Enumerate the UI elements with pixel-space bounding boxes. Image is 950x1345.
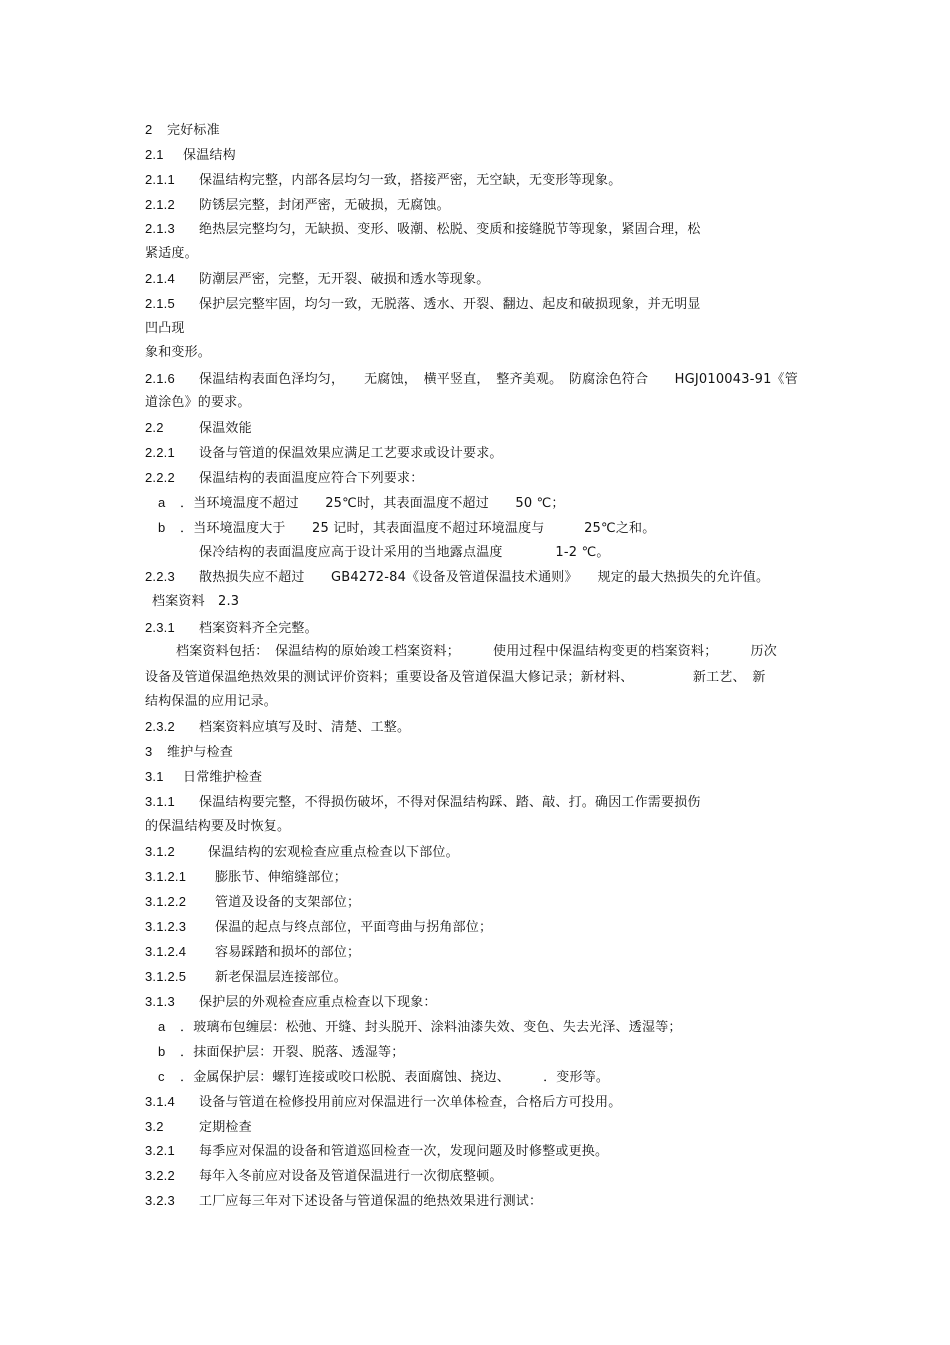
list-marker: c [158,1069,165,1084]
clause-line [145,918,492,937]
subsection-heading [145,146,236,165]
clause-line [145,370,798,389]
clause-text: 凹凸现 [145,321,185,336]
clause-number: 3.1.1 [145,794,175,809]
clause-text: 档案资料应填写及时、清楚、工整。 [199,720,411,735]
section-text: 定期检查 [199,1120,252,1135]
list-text: ．当环境温度大于 25 记时，其表面温度不超过环境温度与 25℃之和。 [180,521,656,536]
section-text: 维护与检查 [167,745,234,760]
clause-text: 保护层的外观检查应重点检查以下现象： [199,995,437,1010]
list-text: ．金属保护层：螺钉连接或咬口松脱、表面腐蚀、挠边、 ．变形等。 [180,1070,610,1085]
clause-text: 散热损失应不超过 GB4272-84《设备及管道保温技术通则》 规定的最大热损失的允许值。 [199,570,770,585]
clause-line [145,196,450,215]
continuation-line [145,693,277,711]
clause-number: 2.1.2 [145,197,175,212]
section-number: 2 [145,122,153,137]
clause-line [145,295,701,314]
list-marker: a [158,1019,166,1034]
clause-number: 2.3.1 [145,620,175,635]
section-heading [145,743,233,762]
clause-text: 保温结构的宏观检查应重点检查以下部位。 [208,845,459,860]
clause-number: 3.1.2.3 [145,919,187,934]
clause-number: 3.1.2.1 [145,869,187,884]
subsection-heading [152,593,239,611]
continuation-line [145,320,185,338]
clause-number: 2.2.1 [145,445,175,460]
list-item [158,1043,404,1062]
clause-number: 3.1.4 [145,1094,175,1109]
clause-line [145,1167,503,1186]
clause-number: 2.1.6 [145,371,175,386]
clause-number: 2.1.1 [145,172,175,187]
clause-text: 设备与管道在检修投用前应对保温进行一次单体检查，合格后方可投用。 [199,1095,622,1110]
indented-line [176,643,777,661]
list-text: ．抹面保护层：开裂、脱落、透湿等； [180,1045,405,1060]
clause-number: 2.1.5 [145,296,175,311]
clause-line [145,1093,621,1112]
list-item [158,519,655,538]
clause-text: 保护层完整牢固，均匀一致，无脱落、透水、开裂、翻边、起皮和破损现象，并无明显 [199,297,701,312]
section-text: 档案资料 2.3 [152,594,240,609]
list-item [158,494,565,513]
clause-text: 保温结构的表面温度应符合下列要求： [199,471,424,486]
clause-text: 管道及设备的支架部位； [215,895,361,910]
list-item [158,1018,682,1037]
clause-line [145,171,621,190]
clause-number: 2.1.4 [145,271,175,286]
list-marker: b [158,520,166,535]
clause-number: 2.2.2 [145,470,175,485]
subsection-heading [145,768,262,787]
clause-text: 设备及管道保温绝热效果的测试评价资料；重要设备及管道保温大修记录；新材料、 新工艺、 新 [145,670,766,685]
clause-number: 3.1.3 [145,994,175,1009]
subsection-heading [145,419,252,438]
clause-text: 每年入冬前应对设备及管道保温进行一次彻底整顿。 [199,1169,503,1184]
list-item [158,1068,609,1087]
continuation-line [145,344,211,362]
clause-text: 工厂应每三年对下述设备与管道保温的绝热效果进行测试： [199,1194,543,1209]
continuation-line [145,245,198,263]
clause-text: 容易踩踏和损坏的部位； [215,945,361,960]
list-marker: b [158,1044,166,1059]
subsection-heading [145,1118,252,1137]
section-number: 2.1 [145,147,164,162]
indented-line [199,544,610,562]
section-number: 2.2 [145,420,164,435]
clause-line [145,718,410,737]
clause-number: 3.2.3 [145,1193,175,1208]
clause-number: 3.1.2.4 [145,944,187,959]
clause-line [145,1192,542,1211]
clause-text: 设备与管道的保温效果应满足工艺要求或设计要求。 [199,446,503,461]
clause-line [145,444,503,463]
clause-text: 保温结构表面色泽均匀， 无腐蚀， 横平竖直， 整齐美观。 防腐涂色符合 HGJ010043-91《管 [199,372,798,387]
section-number: 3.2 [145,1119,164,1134]
clause-text: 膨胀节、伸缩缝部位； [215,870,348,885]
clause-line [145,968,347,987]
continuation-line [145,818,290,836]
clause-text: 档案资料齐全完整。 [199,621,318,636]
clause-line [145,220,701,239]
clause-line [145,943,360,962]
clause-text: 的保温结构要及时恢复。 [145,819,291,834]
clause-text: 紧适度。 [145,246,198,261]
list-marker: a [158,495,166,510]
clause-line [145,893,360,912]
clause-line [145,270,489,289]
section-text: 保温结构 [183,148,236,163]
clause-number: 2.2.3 [145,569,175,584]
continuation-line [145,394,251,412]
clause-text: 防锈层完整，封闭严密，无破损，无腐蚀。 [199,198,450,213]
clause-line [145,568,769,587]
clause-line [145,793,701,812]
clause-text: 绝热层完整均匀，无缺损、变形、吸潮、松脱、变质和接缝脱节等现象，紧固合理，松 [199,222,701,237]
section-number: 3.1 [145,769,164,784]
clause-text: 新老保温层连接部位。 [215,970,348,985]
section-text: 保温效能 [199,421,252,436]
clause-number: 2.3.2 [145,719,175,734]
clause-line [145,843,459,862]
clause-line [145,619,318,638]
clause-number: 3.1.2.5 [145,969,187,984]
clause-line [145,868,347,887]
clause-number: 2.1.3 [145,221,175,236]
section-text: 日常维护检查 [183,770,263,785]
clause-line [145,993,437,1012]
section-text: 完好标准 [167,123,220,138]
clause-text: 防潮层严密，完整，无开裂、破损和透水等现象。 [199,272,490,287]
clause-text: 结构保温的应用记录。 [145,694,278,709]
clause-text: 象和变形。 [145,345,212,360]
clause-line [145,469,423,488]
clause-text: 档案资料包括： 保温结构的原始竣工档案资料； 使用过程中保温结构变更的档案资料； 历次 [176,644,777,659]
clause-text: 保温的起点与终点部位，平面弯曲与拐角部位； [215,920,493,935]
clause-text: 道涂色》的要求。 [145,395,251,410]
continuation-line [145,669,766,687]
list-text: ．当环境温度不超过 25℃时，其表面温度不超过 50 ℃； [180,496,565,511]
clause-line [145,1142,608,1161]
clause-number: 3.1.2.2 [145,894,187,909]
clause-text: 保温结构要完整，不得损伤破坏，不得对保温结构踩、踏、敲、打。确因工作需要损伤 [199,795,701,810]
clause-text: 保冷结构的表面温度应高于设计采用的当地露点温度 1-2 ℃。 [199,545,610,560]
list-text: ．玻璃布包缠层：松弛、开缝、封头脱开、涂料油漆失效、变色、失去光泽、透湿等； [180,1020,682,1035]
clause-text: 保温结构完整，内部各层均匀一致，搭接严密，无空缺，无变形等现象。 [199,173,622,188]
clause-number: 3.2.2 [145,1168,175,1183]
section-number: 3 [145,744,153,759]
section-heading [145,121,220,140]
clause-number: 3.2.1 [145,1143,175,1158]
clause-number: 3.1.2 [145,844,175,859]
clause-text: 每季应对保温的设备和管道巡回检查一次，发现问题及时修整或更换。 [199,1144,609,1159]
